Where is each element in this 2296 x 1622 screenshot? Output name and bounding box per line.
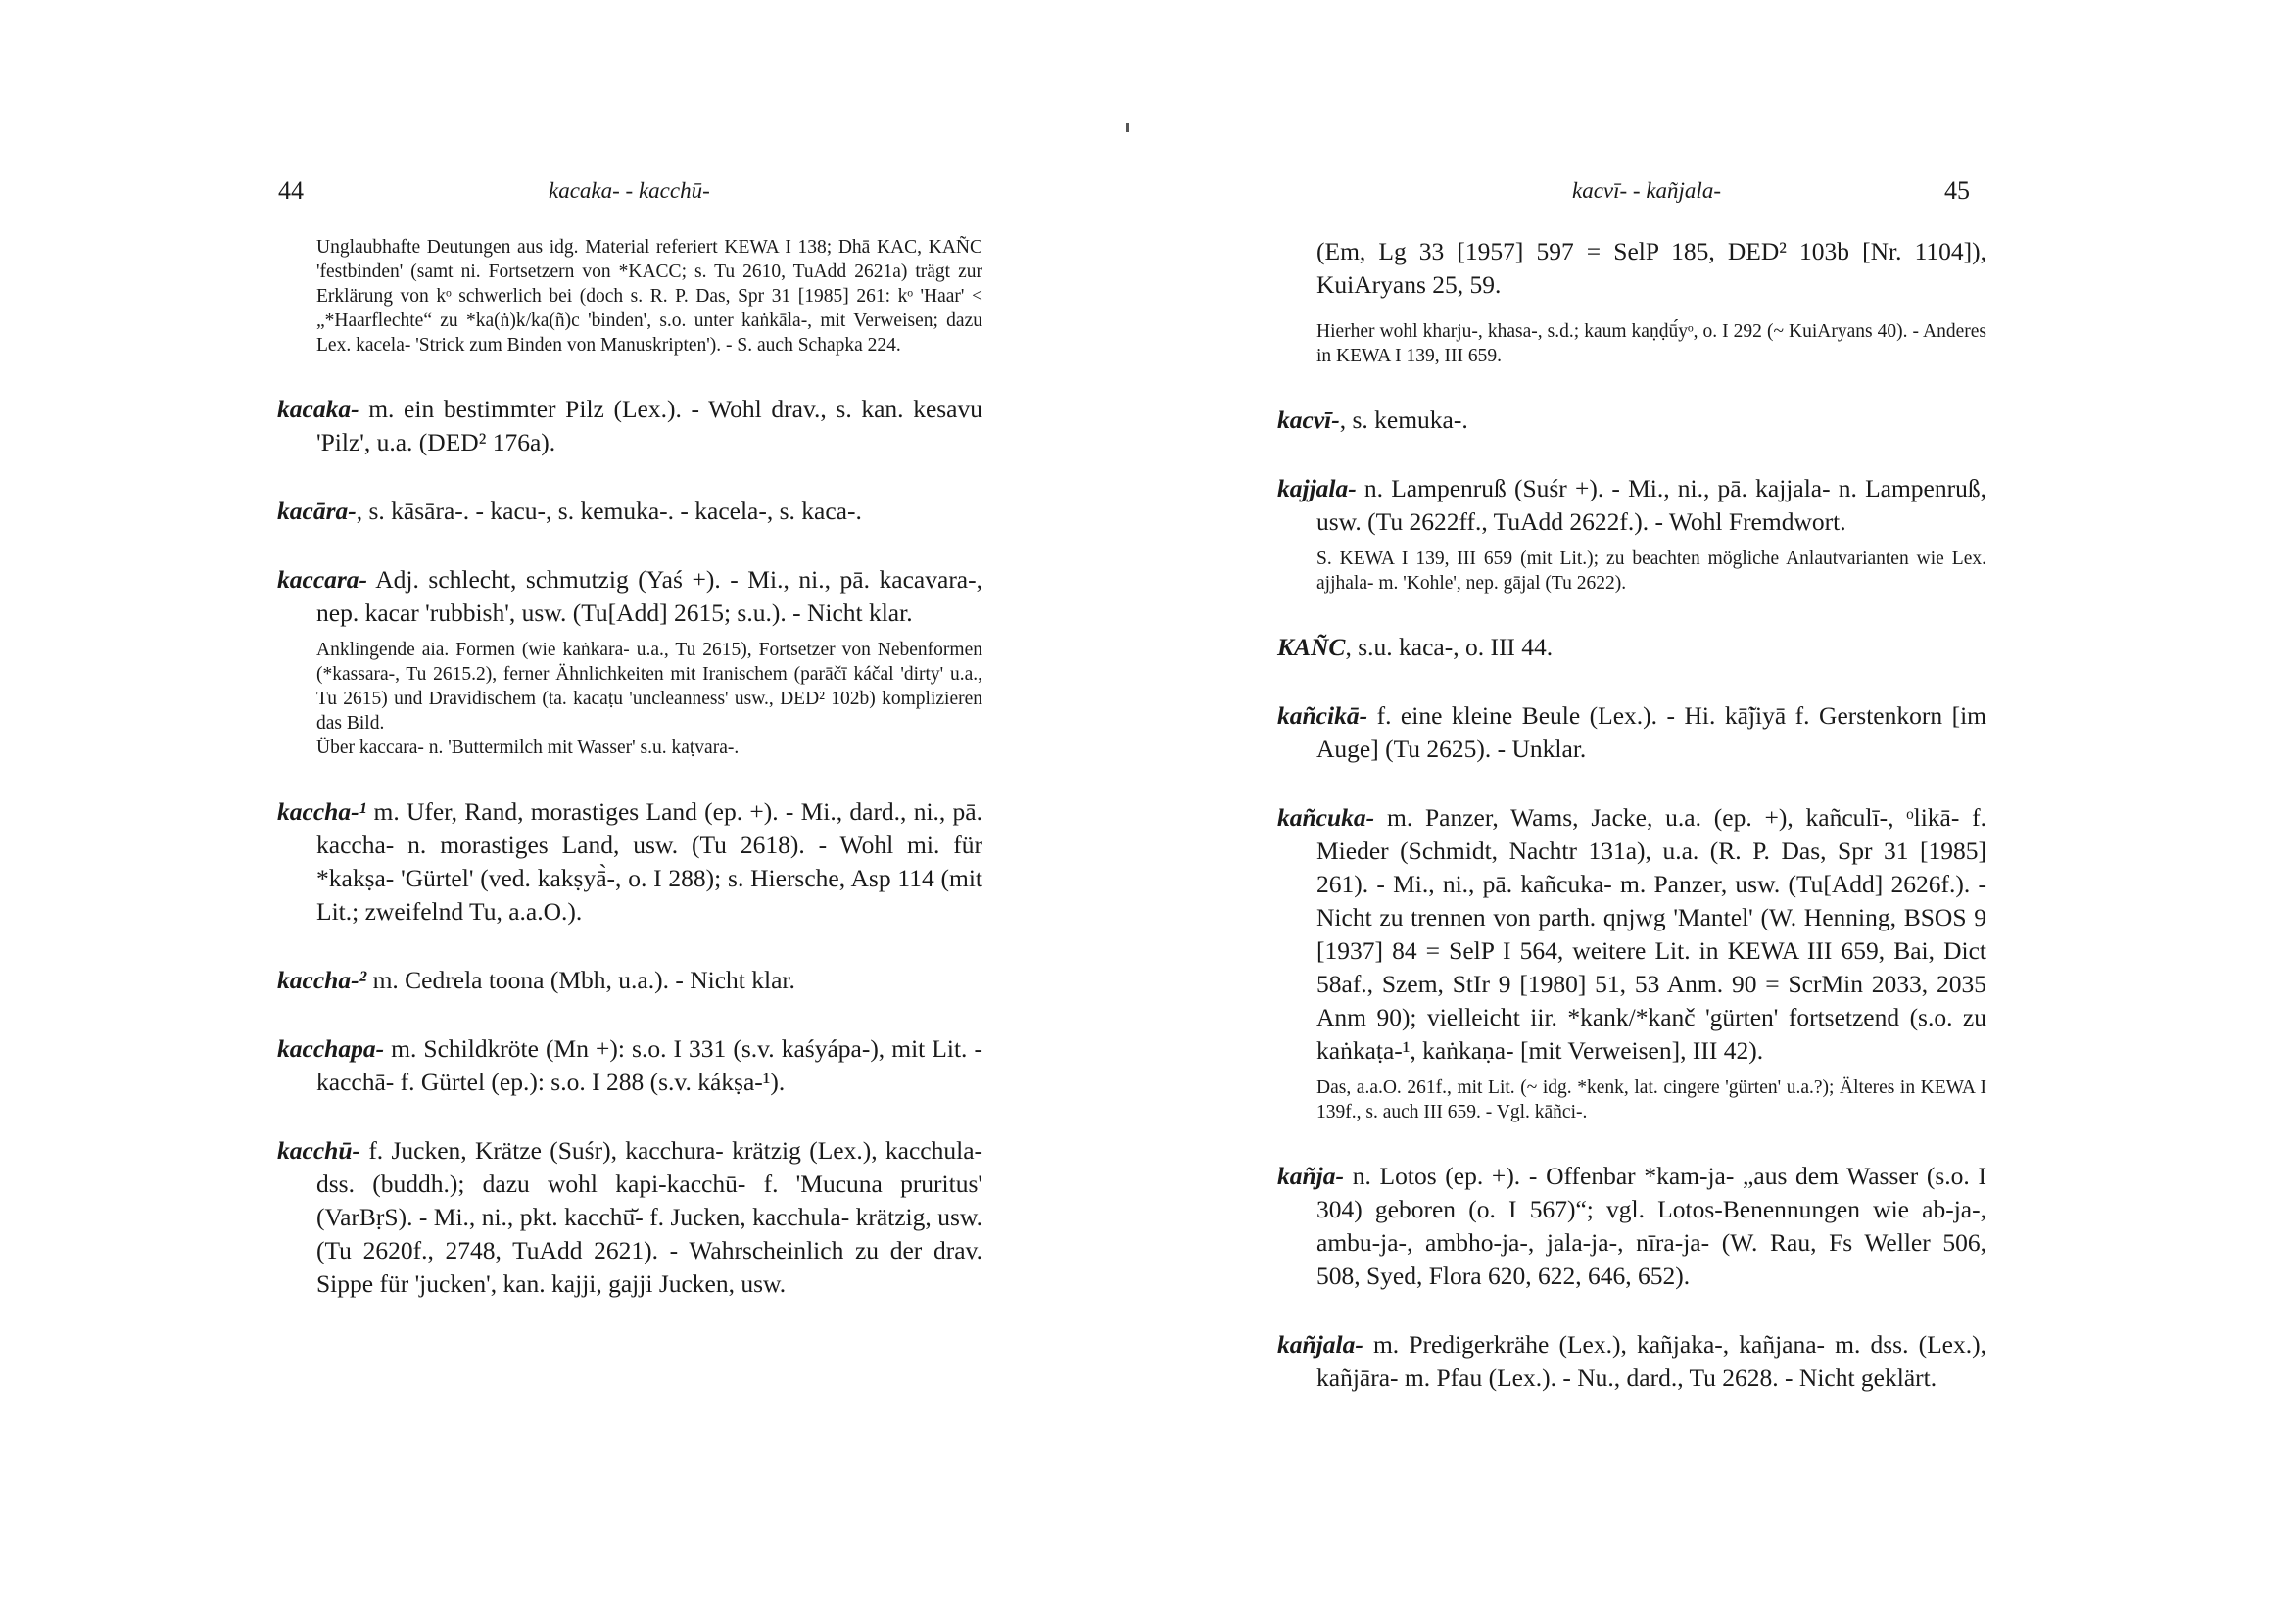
dictionary-entry [1277, 404, 1986, 437]
note-paragraph: Unglaubhafte Deutungen aus idg. Material referiert KEWA I 138; Dhā KAC, KAÑC 'festbinden' (samt ni. Fortsetzern von *KACC; s. Tu 2610, TuAdd 2621a) trägt zur Erklärung von kᵒ schwerlich bei (doch s. R. P. Das, Spr 31 [1985] 261: kᵒ 'Haar' < „*Haarflechte“ zu *ka(ṅ)k/ka(ñ)c 'binden', s.o. unter kaṅkāla-, mit Verweisen; dazu Lex. kacela- 'Strick zum Binden von Manuskripten'). - S. auch Schapka 224. [316, 237, 982, 356]
entry-body: f. eine kleine Beule (Lex.). - Hi. kā̃jiyā f. Gerstenkorn [im Auge] (Tu 2625). - Unklar. [1316, 701, 1986, 763]
dictionary-entry [277, 495, 982, 528]
entry-lemma: KAÑC [1277, 633, 1346, 661]
entry-lemma: kañcuka- [1277, 803, 1375, 832]
entry-lemma: kañjala- [1277, 1330, 1363, 1359]
entry-body: n. Lotos (ep. +). - Offenbar *kam-ja- „aus dem Wasser (s.o. I 304) geboren (o. I 567)“; vgl. Lotos-Benennungen wie ab-ja-, ambu-ja-, ambho-ja-, jala-ja-, nīra-ja- (W. Rau, Fs Weller 506, 508, Syed, Flora 620, 622, 646, 652). [1316, 1162, 1986, 1290]
dictionary-entry [277, 1032, 982, 1099]
dictionary-entry [277, 393, 982, 459]
entry-body: n. Lampenruß (Suśr +). - Mi., ni., pā. kajjala- n. Lampenruß, usw. (Tu 2622ff., TuAdd 2622f.). - Wohl Fremdwort. [1316, 474, 1986, 536]
left-header [0, 176, 1148, 215]
dictionary-entry [277, 1134, 982, 1301]
note-paragraph: Hierher wohl kharju-, khasa-, s.d.; kaum kaṇḍū́yᵒ, o. I 292 (~ KuiAryans 40). - Anderes in KEWA I 139, III 659. [1316, 321, 1986, 366]
entry-lemma: kacaka- [277, 395, 359, 423]
note-paragraph: S. KEWA I 139, III 659 (mit Lit.); zu beachten mögliche Anlautvarianten wie Lex. ajjhala- m. 'Kohle', nep. gājal (Tu 2622). [1316, 549, 1986, 594]
dictionary-entry [1277, 801, 1986, 1068]
entry-lemma: kañcikā- [1277, 701, 1368, 730]
entry-body: Adj. schlecht, schmutzig (Yaś +). - Mi., ni., pā. kacavara-, nep. kacar 'rubbish', usw. (Tu[Add] 2615; s.u.). - Nicht klar. [316, 565, 982, 627]
entry-body: m. Panzer, Wams, Jacke, u.a. (ep. +), kañculī-, ᵒlikā- f. Mieder (Schmidt, Nachtr 131a), u.a. (R. P. Das, Spr 31 [1985] 261). - Mi., ni., pā. kañcuka- m. Panzer, usw. (Tu[Add] 2626f.). - Nicht zu trennen von parth. qnjwg 'Mantel' (W. Henning, BSOS 9 [1937] 84 = SelP I 564, weitere Lit. in KEWA III 659, Bai, Dict 58af., Szem, StIr 9 [1980] 51, 53 Anm. 90 = ScrMin 2033, 2035 Anm 90); vielleicht iir. *kank/*kanč 'gürten' fortsetzend (s.o. zu kaṅkaṭa-¹, kaṅkaṇa- [mit Verweisen], III 42). [1316, 803, 1986, 1065]
right-column [1277, 235, 1986, 1395]
running-head: kacaka- - kacchū- [549, 178, 710, 203]
dictionary-entry [277, 964, 982, 997]
page-number: 45 [1944, 176, 1970, 205]
entry-body: m. Schildkröte (Mn +): s.o. I 331 (s.v. kaśyápa-), mit Lit. - kacchā- f. Gürtel (ep.): s.o. I 288 (s.v. kákṣa-¹). [316, 1034, 982, 1096]
entry-lemma: kacchū- [277, 1136, 360, 1165]
note-paragraph: Über kaccara- n. 'Buttermilch mit Wasser' s.u. kaṭvara-. [316, 738, 740, 758]
entry-lemma: kajjala- [1277, 474, 1357, 502]
right-header [1148, 176, 2296, 215]
entry-lemma: kacchapa- [277, 1034, 385, 1063]
entry-lemma: kacāra- [277, 497, 357, 525]
entry-body: m. Cedrela toona (Mbh, u.a.). - Nicht klar. [366, 966, 795, 994]
left-column [277, 235, 982, 1301]
entry-lemma: kañja- [1277, 1162, 1345, 1190]
entry-body: , s. kemuka-. [1339, 406, 1468, 434]
dictionary-entry [1277, 699, 1986, 766]
dictionary-entry [1277, 631, 1986, 664]
note-paragraph: Anklingende aia. Formen (wie kaṅkara- u.a., Tu 2615), Fortsetzer von Nebenformen (*kassara-, Tu 2615.2), ferner Ähnlichkeiten mit Iranischem (parāčī káčal 'dirty' u.a., Tu 2615) und Dravidischem (ta. kacaṭu 'uncleanness' usw., DED² 102b) komplizieren das Bild. [316, 640, 982, 734]
entry-body: , s.u. kaca-, o. III 44. [1345, 633, 1554, 661]
entry-lemma: kaccara- [277, 565, 368, 594]
dictionary-entry [277, 563, 982, 630]
entry-body: m. ein bestimmter Pilz (Lex.). - Wohl drav., s. kan. kesavu 'Pilz', u.a. (DED² 176a). [316, 395, 982, 456]
page-number: 44 [278, 176, 304, 205]
entry-body: , s. kāsāra-. - kacu-, s. kemuka-. - kacela-, s. kaca-. [356, 497, 862, 525]
dictionary-entry [1277, 1160, 1986, 1293]
dictionary-entry [1277, 1328, 1986, 1395]
entry-body: m. Ufer, Rand, morastiges Land (ep. +). - Mi., dard., ni., pā. kaccha- n. morastiges Land, usw. (Tu 2618). - Wohl mi. für *kakṣa- 'Gürtel' (ved. kakṣyā̀-, o. I 288); s. Hiersche, Asp 114 (mit Lit.; zweifelnd Tu, a.a.O.). [316, 797, 982, 926]
entry-body: m. Predigerkrähe (Lex.), kañjaka-, kañjana- m. dss. (Lex.), kañjāra- m. Pfau (Lex.). - Nu., dard., Tu 2628. - Nicht geklärt. [1316, 1330, 1986, 1392]
entry-lemma: kacvī- [1277, 406, 1340, 434]
entry-lemma: kaccha-¹ [277, 797, 367, 826]
dictionary-entry [1277, 472, 1986, 539]
entry-lemma: kaccha-² [277, 966, 367, 994]
note-paragraph: Das, a.a.O. 261f., mit Lit. (~ idg. *kenk, lat. cingere 'gürten' u.a.?); Älteres in KEWA I 139f., s. auch III 659. - Vgl. kāñci-. [1316, 1077, 1986, 1122]
entry-body: f. Jucken, Krätze (Suśr), kacchura- krätzig (Lex.), kacchula- dss. (buddh.); dazu wohl kapi-kacchū- f. 'Mucuna pruritus' (VarBṛS). - Mi., ni., pkt. kacchū̆- f. Jucken, kacchula- krätzig, usw. (Tu 2620f., 2748, TuAdd 2621). - Wahrscheinlich zu der drav. Sippe für 'jucken', kan. kajji, gajji Jucken, usw. [316, 1136, 982, 1298]
dictionary-entry [277, 795, 982, 929]
continued-paragraph: (Em, Lg 33 [1957] 597 = SelP 185, DED² 103b [Nr. 1104]), KuiAryans 25, 59. [1316, 237, 1986, 299]
running-head: kacvī- - kañjala- [1572, 178, 1721, 203]
right-page [1148, 0, 2296, 1622]
